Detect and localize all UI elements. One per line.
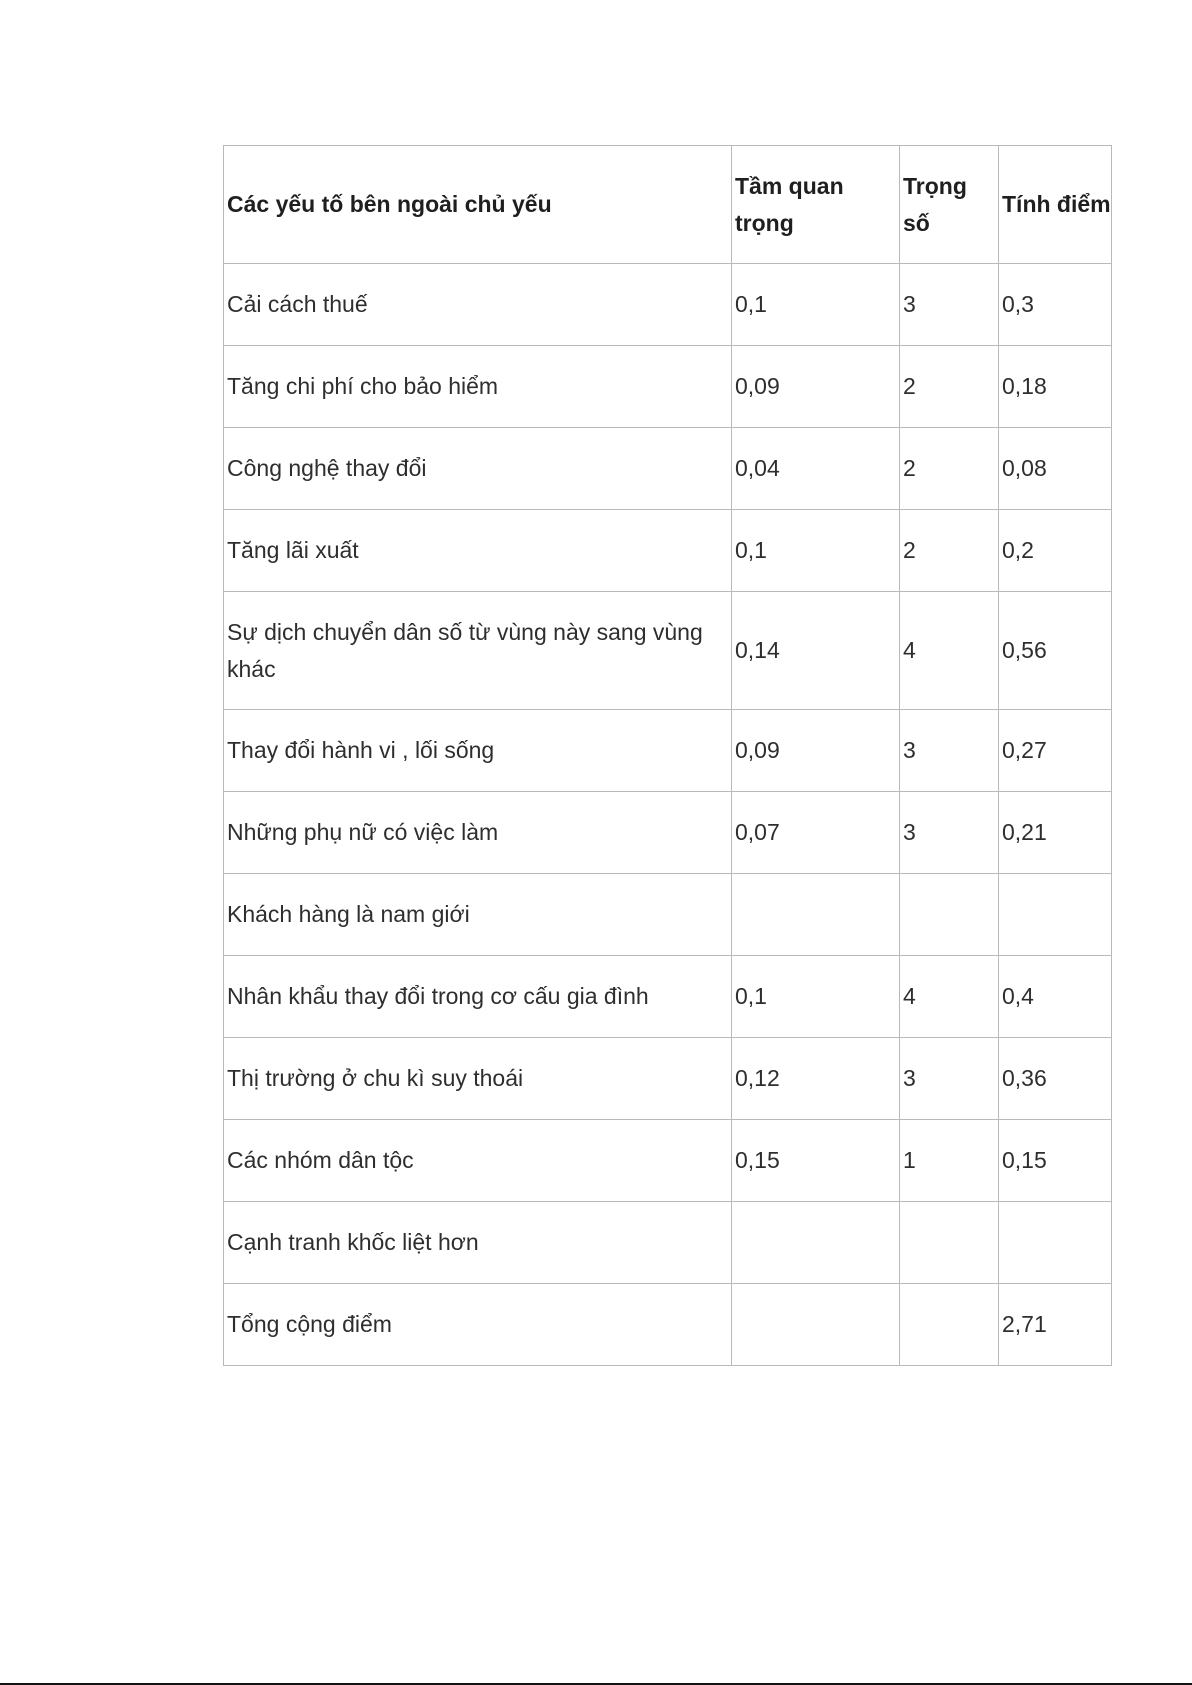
header-factor: Các yếu tố bên ngoài chủ yếu bbox=[224, 146, 732, 264]
header-weight: Trọng số bbox=[900, 146, 999, 264]
table-row bbox=[224, 510, 1112, 592]
table-row bbox=[224, 710, 1112, 792]
importance-cell: 0,12 bbox=[732, 1038, 900, 1120]
importance-cell: 0,09 bbox=[732, 710, 900, 792]
table-row bbox=[224, 1202, 1112, 1284]
importance-cell: 0,07 bbox=[732, 792, 900, 874]
weight-cell: 3 bbox=[900, 710, 999, 792]
table-row bbox=[224, 874, 1112, 956]
score-cell: 0,4 bbox=[999, 956, 1112, 1038]
weight-cell: 3 bbox=[900, 792, 999, 874]
factor-cell: Tăng chi phí cho bảo hiểm bbox=[224, 346, 732, 428]
table-row bbox=[224, 956, 1112, 1038]
factor-cell: Cải cách thuế bbox=[224, 264, 732, 346]
score-cell bbox=[999, 874, 1112, 956]
weight-cell: 3 bbox=[900, 1038, 999, 1120]
weight-cell: 2 bbox=[900, 428, 999, 510]
score-cell bbox=[999, 1202, 1112, 1284]
importance-cell bbox=[732, 1202, 900, 1284]
factor-cell: Những phụ nữ có việc làm bbox=[224, 792, 732, 874]
weight-cell: 3 bbox=[900, 264, 999, 346]
header-importance: Tầm quan trọng bbox=[732, 146, 900, 264]
weight-cell: 2 bbox=[900, 510, 999, 592]
external-factor-evaluation-table bbox=[223, 145, 1112, 1366]
score-cell: 0,2 bbox=[999, 510, 1112, 592]
weight-cell: 1 bbox=[900, 1120, 999, 1202]
total-label: Tổng cộng điểm bbox=[224, 1284, 732, 1366]
importance-cell: 0,04 bbox=[732, 428, 900, 510]
factor-cell: Thị trường ở chu kì suy thoái bbox=[224, 1038, 732, 1120]
table-header-row bbox=[224, 146, 1112, 264]
factor-cell: Các nhóm dân tộc bbox=[224, 1120, 732, 1202]
table-row bbox=[224, 264, 1112, 346]
total-importance-cell bbox=[732, 1284, 900, 1366]
table-row bbox=[224, 1120, 1112, 1202]
factor-cell: Khách hàng là nam giới bbox=[224, 874, 732, 956]
table-row bbox=[224, 346, 1112, 428]
factor-cell: Công nghệ thay đổi bbox=[224, 428, 732, 510]
table-row bbox=[224, 428, 1112, 510]
weight-cell: 4 bbox=[900, 956, 999, 1038]
table-row bbox=[224, 592, 1112, 710]
factor-cell: Cạnh tranh khốc liệt hơn bbox=[224, 1202, 732, 1284]
importance-cell: 0,09 bbox=[732, 346, 900, 428]
score-cell: 0,21 bbox=[999, 792, 1112, 874]
importance-cell bbox=[732, 874, 900, 956]
total-weight-cell bbox=[900, 1284, 999, 1366]
score-cell: 0,08 bbox=[999, 428, 1112, 510]
total-row bbox=[224, 1284, 1112, 1366]
weight-cell bbox=[900, 1202, 999, 1284]
importance-cell: 0,1 bbox=[732, 264, 900, 346]
weight-cell: 4 bbox=[900, 592, 999, 710]
importance-cell: 0,15 bbox=[732, 1120, 900, 1202]
weight-cell: 2 bbox=[900, 346, 999, 428]
table-row bbox=[224, 792, 1112, 874]
score-cell: 0,18 bbox=[999, 346, 1112, 428]
factor-cell: Tăng lãi xuất bbox=[224, 510, 732, 592]
score-cell: 0,36 bbox=[999, 1038, 1112, 1120]
header-score: Tính điểm bbox=[999, 146, 1112, 264]
total-score-cell: 2,71 bbox=[999, 1284, 1112, 1366]
score-cell: 0,3 bbox=[999, 264, 1112, 346]
table-row bbox=[224, 1038, 1112, 1120]
factor-cell: Nhân khẩu thay đổi trong cơ cấu gia đình bbox=[224, 956, 732, 1038]
score-cell: 0,27 bbox=[999, 710, 1112, 792]
weight-cell bbox=[900, 874, 999, 956]
score-cell: 0,15 bbox=[999, 1120, 1112, 1202]
factor-cell: Thay đổi hành vi , lối sống bbox=[224, 710, 732, 792]
importance-cell: 0,1 bbox=[732, 510, 900, 592]
importance-cell: 0,1 bbox=[732, 956, 900, 1038]
factor-cell: Sự dịch chuyển dân số từ vùng này sang vùng khác bbox=[224, 592, 732, 710]
importance-cell: 0,14 bbox=[732, 592, 900, 710]
score-cell: 0,56 bbox=[999, 592, 1112, 710]
